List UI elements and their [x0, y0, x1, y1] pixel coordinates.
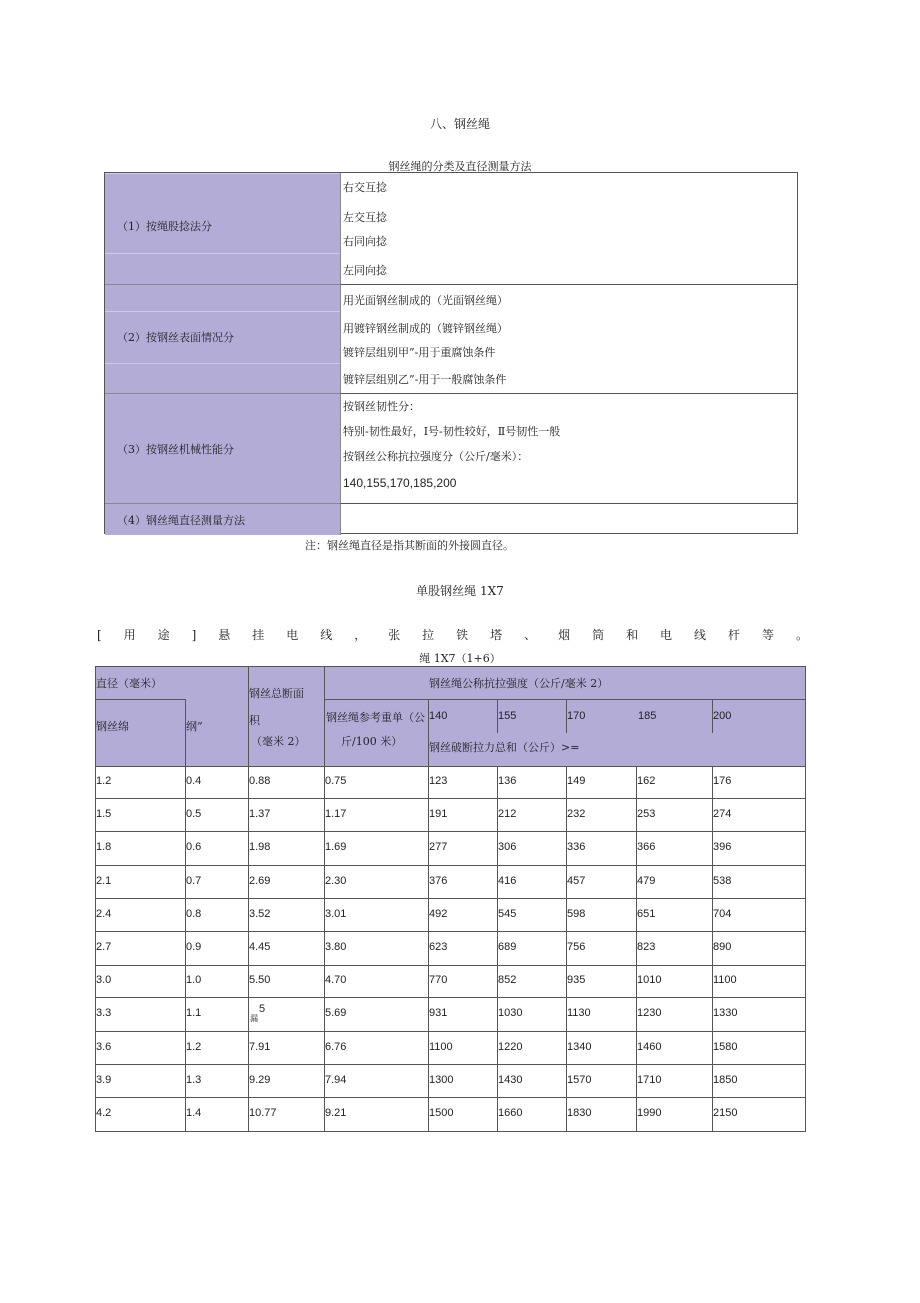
- group2-item: 用光面钢丝制成的（光面钢丝绳）: [343, 294, 508, 307]
- group2-item: 用镀锌钢丝制成的（镀锌钢丝绳）: [343, 322, 508, 335]
- table-cell: 1.2: [96, 775, 112, 787]
- table-cell: 366: [637, 841, 656, 853]
- table-cell: 1850: [713, 1073, 738, 1086]
- strength-value: 155: [498, 710, 517, 722]
- table-cell: 191: [429, 807, 448, 820]
- table-cell: 689: [498, 941, 517, 953]
- table-cell: 5: [259, 1003, 266, 1015]
- group1-item: 左交互捻: [343, 211, 387, 224]
- table-cell: 1340: [567, 1040, 592, 1053]
- table-cell: 1710: [637, 1073, 662, 1086]
- group4-label: （4）钢丝绳直径测量方法: [117, 514, 245, 527]
- table-cell: 1.98: [249, 841, 271, 853]
- header-area-1: 钢丝总断面: [249, 687, 304, 700]
- table-cell: 4.45: [249, 941, 271, 953]
- table-cell: 176: [713, 775, 732, 787]
- table-cell: 1.0: [186, 974, 202, 986]
- table-cell: 3.0: [96, 974, 112, 986]
- table-cell: 1570: [567, 1073, 592, 1086]
- header-strength: 钢丝绳公称抗拉强度（公斤/毫米 2）: [429, 677, 609, 690]
- table-cell: 2.1: [96, 874, 112, 887]
- table-cell: 416: [498, 874, 517, 887]
- table-cell: 3.6: [96, 1040, 112, 1053]
- table-cell: 1990: [637, 1107, 662, 1119]
- table-cell: 212: [498, 807, 517, 820]
- header-weight-2: 斤/100 米）: [341, 735, 403, 748]
- header-area-3: （毫米 2）: [251, 735, 306, 748]
- table-cell: 770: [429, 974, 448, 986]
- group4-items: [340, 504, 797, 535]
- table-cell: 4.70: [325, 974, 347, 986]
- group2-label-cell: [105, 285, 340, 394]
- group1-items: [340, 173, 797, 285]
- table-cell: 479: [637, 874, 656, 887]
- table-cell: 4.2: [96, 1107, 112, 1119]
- table-cell: 3.9: [96, 1073, 112, 1086]
- group1-item: 右交互捻: [343, 181, 387, 194]
- row-divider: [95, 965, 806, 966]
- table-cell: 756: [567, 941, 586, 953]
- header-area-2: 积: [249, 714, 260, 727]
- table-cell: 2.7: [96, 941, 112, 953]
- group2-item: 镀锌层组别甲”-用于重腐蚀条件: [343, 346, 496, 359]
- table-cell: 7.94: [325, 1073, 347, 1086]
- header-rope: 钢丝绵: [96, 720, 129, 733]
- table-cell: 1.69: [325, 841, 347, 853]
- section-title: 单股钢丝绳 1X7: [416, 584, 504, 598]
- table-cell: 2.30: [325, 874, 347, 887]
- table-cell: 890: [713, 941, 732, 953]
- group3-item: 按钢丝公称抗拉强度分（公斤/毫米）：: [343, 450, 529, 463]
- group3-item: 按钢丝韧性分：: [343, 400, 420, 413]
- table-cell: 0.7: [186, 874, 202, 887]
- table-cell: 1460: [637, 1040, 662, 1053]
- table-cell: 1.3: [186, 1073, 202, 1086]
- table-cell: 136: [498, 775, 517, 787]
- group2-item: 镀锌层组别乙”-用于一般腐蚀条件: [343, 373, 507, 386]
- table2-caption: 绳 1X7（1+6）: [419, 652, 501, 665]
- table-cell: 0.8: [186, 907, 202, 920]
- table-cell: 0.88: [249, 775, 271, 787]
- table-cell: 1660: [498, 1107, 523, 1119]
- table-cell: 232: [567, 807, 586, 820]
- group3-item: 特别-韧性最好，Ⅰ号-韧性较好，Ⅱ号韧性一般: [343, 425, 561, 438]
- group3-item: 140,155,170,185,200: [343, 476, 457, 490]
- table-cell: 1010: [637, 974, 662, 986]
- table-cell: 598: [567, 907, 586, 920]
- group4-label-cell: [105, 504, 340, 535]
- table-cell: 1.5: [96, 807, 112, 820]
- group3-label-cell: [105, 394, 340, 504]
- cell-mark: 漏: [250, 1014, 258, 1023]
- table-cell: 274: [713, 807, 732, 820]
- group2-label: （2）按钢丝表面情况分: [117, 331, 234, 344]
- header-weight-1: 钢丝绳参考重单（公: [326, 711, 425, 724]
- table-cell: 457: [567, 874, 586, 887]
- table-cell: 1030: [498, 1007, 523, 1019]
- row-divider: [95, 1031, 806, 1032]
- usage-text: [用途]悬挂电线，张拉铁塔、烟筒和电线杆等。: [97, 628, 809, 642]
- table-cell: 9.29: [249, 1073, 271, 1086]
- group1-label-cell: [105, 173, 340, 285]
- table-cell: 6.76: [325, 1040, 347, 1053]
- header-diameter: 直径（毫米）: [96, 677, 162, 690]
- group3-label: （3）按钢丝机械性能分: [117, 443, 234, 456]
- row-divider: [95, 798, 806, 799]
- table-cell: 396: [713, 841, 732, 853]
- row-divider: [95, 898, 806, 899]
- strength-value: 185: [638, 710, 657, 722]
- table-cell: 277: [429, 841, 448, 853]
- page-title: 八、钢丝绳: [429, 117, 490, 131]
- table-cell: 1500: [429, 1107, 454, 1119]
- table-cell: 1130: [567, 1007, 591, 1019]
- strength-value: 200: [713, 710, 732, 722]
- table-cell: 3.3: [96, 1007, 112, 1019]
- table-cell: 0.9: [186, 941, 202, 953]
- table-cell: 1230: [637, 1007, 662, 1019]
- header-wire: 纲”: [186, 720, 203, 733]
- table-cell: 545: [498, 907, 517, 920]
- table-cell: 9.21: [325, 1107, 347, 1119]
- table-cell: 1830: [567, 1107, 592, 1119]
- strength-value: 170: [567, 710, 586, 722]
- table-cell: 5.50: [249, 974, 271, 986]
- diameter-note: 注：钢丝绳直径是指其断面的外接圆直径。: [305, 539, 514, 552]
- table-cell: 1.17: [325, 807, 347, 820]
- table-cell: 376: [429, 874, 448, 887]
- group2-items: [340, 285, 797, 394]
- table-cell: 1.2: [186, 1040, 202, 1053]
- table-cell: 1220: [498, 1040, 523, 1053]
- table-cell: 1100: [713, 974, 737, 986]
- table-cell: 3.01: [325, 907, 347, 920]
- table-cell: 0.75: [325, 775, 347, 787]
- group1-item: 左同向捻: [343, 264, 387, 277]
- table-cell: 2.4: [96, 907, 112, 920]
- strength-value: 140: [429, 710, 448, 722]
- table1-caption: 钢丝绳的分类及直径测量方法: [388, 160, 532, 173]
- table-cell: 253: [637, 807, 656, 820]
- table-cell: 704: [713, 907, 732, 920]
- table-cell: 492: [429, 907, 448, 920]
- table-cell: 1.8: [96, 841, 112, 853]
- table-cell: 162: [637, 775, 656, 787]
- row-divider: [95, 865, 806, 866]
- table-cell: 5.69: [325, 1007, 347, 1019]
- header-break-force: 钢丝破断拉力总和（公斤）>=: [429, 741, 580, 754]
- table-cell: 123: [429, 775, 448, 787]
- table-cell: 3.80: [325, 941, 347, 953]
- table-cell: 1300: [429, 1073, 454, 1086]
- classification-table: [104, 172, 798, 534]
- group1-label: （1）按绳股捻法分: [117, 220, 212, 233]
- group1-item: 右同向捻: [343, 235, 387, 248]
- table-cell: 3.52: [249, 907, 271, 920]
- table-cell: 0.6: [186, 841, 202, 853]
- group3-items: [340, 394, 797, 504]
- table-cell: 852: [498, 974, 517, 986]
- table-cell: 306: [498, 841, 517, 853]
- row-divider: [95, 1097, 806, 1098]
- rope-spec-table: [95, 666, 806, 1132]
- row-divider: [95, 831, 806, 832]
- table-cell: 1580: [713, 1040, 738, 1053]
- table-cell: 0.4: [186, 775, 202, 787]
- table-cell: 336: [567, 841, 586, 853]
- table-cell: 149: [567, 775, 586, 787]
- table-cell: 1430: [498, 1073, 523, 1086]
- table-cell: 2.69: [249, 874, 271, 887]
- row-divider: [95, 997, 806, 998]
- table-cell: 10.77: [249, 1107, 277, 1119]
- table-cell: 1.1: [186, 1007, 202, 1019]
- table-cell: 931: [429, 1007, 448, 1019]
- table-cell: 651: [637, 907, 656, 920]
- table-cell: 538: [713, 874, 732, 887]
- row-divider: [95, 1064, 806, 1065]
- table-cell: 1.4: [186, 1107, 202, 1119]
- table-cell: 0.5: [186, 807, 202, 820]
- table-cell: 1100: [429, 1040, 453, 1053]
- row-divider: [95, 931, 806, 932]
- table-cell: 935: [567, 974, 586, 986]
- table-cell: 1330: [713, 1007, 738, 1019]
- table-cell: 1.37: [249, 807, 271, 820]
- table-cell: 823: [637, 941, 656, 953]
- table-cell: 623: [429, 941, 448, 953]
- table-cell: 2150: [713, 1107, 738, 1119]
- table-cell: 7.91: [249, 1040, 271, 1053]
